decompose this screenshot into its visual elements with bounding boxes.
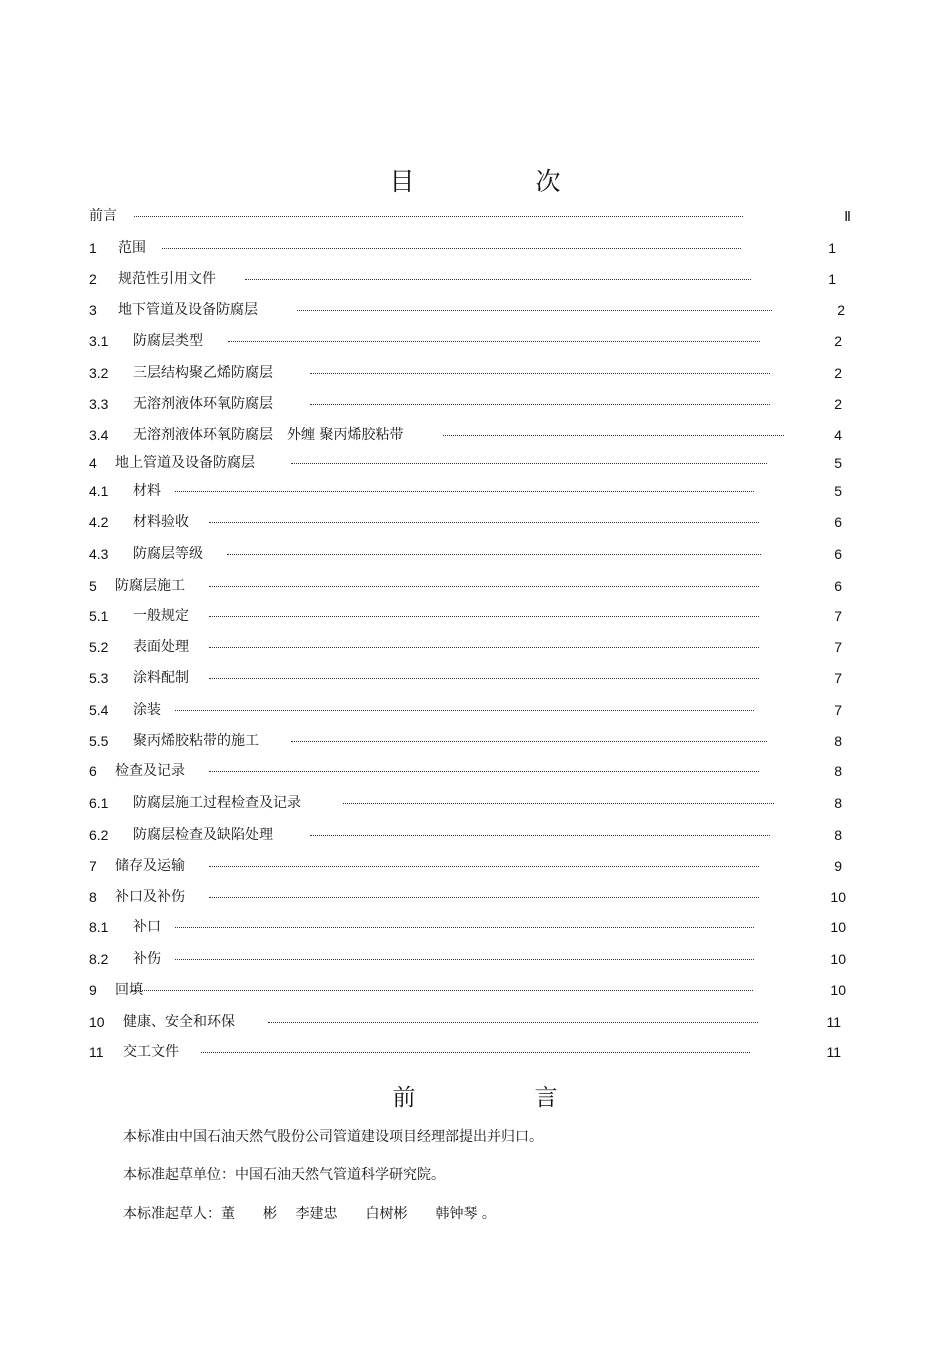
- toc-dot-leader: [209, 677, 759, 679]
- toc-dot-leader: [291, 740, 767, 742]
- toc-dot-leader: [209, 521, 759, 523]
- toc-entry-number: 3: [89, 302, 97, 318]
- toc-entry-label: 前言: [89, 208, 117, 224]
- toc-entry-page: 8: [834, 827, 842, 843]
- toc-entry[interactable]: [89, 668, 869, 688]
- toc-entry-label: 涂料配制: [133, 670, 189, 686]
- toc-title: 目 次: [389, 167, 609, 196]
- toc-entry[interactable]: [89, 793, 869, 813]
- toc-entry-page: 6: [834, 546, 842, 562]
- toc-dot-leader: [209, 896, 759, 898]
- toc-entry-page: 7: [834, 639, 842, 655]
- toc-entry-label: 防腐层施工过程检查及记录: [133, 795, 301, 811]
- toc-entry[interactable]: [89, 453, 869, 473]
- toc-entry[interactable]: [89, 731, 869, 751]
- toc-entry-page: Ⅱ: [844, 208, 851, 224]
- toc-entry-label: 储存及运输: [115, 858, 185, 874]
- toc-entry-number: 7: [89, 858, 97, 874]
- toc-entry-label: 健康、安全和环保: [123, 1014, 235, 1030]
- toc-entry-number: 5.1: [89, 608, 109, 624]
- toc-entry[interactable]: [89, 856, 869, 876]
- toc-entry-page: 1: [828, 271, 836, 287]
- toc-entry-label: 一般规定: [133, 608, 189, 624]
- toc-dot-leader: [175, 490, 754, 492]
- toc-entry[interactable]: [89, 331, 869, 351]
- toc-dot-leader: [209, 615, 759, 617]
- toc-entry[interactable]: [89, 481, 869, 501]
- toc-entry-label: 补口及补伤: [115, 889, 185, 905]
- toc-entry[interactable]: [89, 606, 869, 626]
- toc-entry-number: 5.4: [89, 702, 109, 718]
- toc-entry-page: 9: [834, 858, 842, 874]
- toc-entry-label: 防腐层等级: [133, 546, 203, 562]
- toc-dot-leader: [209, 770, 759, 772]
- toc-entry-number: 6: [89, 763, 97, 779]
- toc-entry[interactable]: [89, 269, 869, 289]
- toc-entry-label: 范围: [118, 240, 146, 256]
- toc-dot-leader: [209, 865, 759, 867]
- toc-entry-label: 补伤: [133, 951, 161, 967]
- toc-dot-leader: [175, 958, 754, 960]
- toc-entry-label: 回填: [115, 982, 143, 998]
- toc-entry-page: 8: [834, 733, 842, 749]
- toc-entry-label: 涂装: [133, 702, 161, 718]
- toc-entry-page: 7: [834, 702, 842, 718]
- toc-entry[interactable]: [89, 425, 869, 445]
- toc-entry-page: 10: [830, 919, 846, 935]
- toc-entry-number: 5.2: [89, 639, 109, 655]
- toc-entry-page: 5: [834, 483, 842, 499]
- toc-entry[interactable]: [89, 512, 869, 532]
- foreword-paragraph-proposer: 本标准由中国石油天然气股份公司管道建设项目经理部提出并归口。: [123, 1129, 543, 1145]
- toc-dot-leader: [310, 834, 770, 836]
- toc-entry-label: 材料验收: [133, 514, 189, 530]
- toc-entry-number: 2: [89, 271, 97, 287]
- toc-dot-leader: [175, 926, 754, 928]
- foreword-title: 前 言: [392, 1085, 606, 1111]
- toc-entry-number: 3.3: [89, 396, 109, 412]
- toc-dot-leader: [201, 1051, 750, 1053]
- toc-entry-label: 防腐层类型: [133, 333, 203, 349]
- toc-entry-page: 10: [830, 982, 846, 998]
- toc-entry-page: 7: [834, 670, 842, 686]
- toc-entry-number: 3.4: [89, 427, 109, 443]
- toc-entry-label: 聚丙烯胶粘带的施工: [133, 733, 259, 749]
- toc-dot-leader: [227, 553, 761, 555]
- toc-entry[interactable]: [89, 825, 869, 845]
- toc-dot-leader: [134, 215, 743, 217]
- foreword-paragraph-drafting-unit: 本标准起草单位：中国石油天然气管道科学研究院。: [123, 1167, 445, 1183]
- toc-entry-number: 10: [89, 1014, 105, 1030]
- toc-entry-number: 4: [89, 455, 97, 471]
- toc-dot-leader: [297, 309, 772, 311]
- toc-entry-number: 11: [89, 1044, 104, 1060]
- toc-entry[interactable]: [89, 576, 869, 596]
- toc-entry[interactable]: [89, 1012, 869, 1032]
- toc-entry-number: 4.1: [89, 483, 109, 499]
- toc-dot-leader: [209, 646, 759, 648]
- toc-entry[interactable]: [89, 887, 869, 907]
- toc-dot-leader: [175, 709, 754, 711]
- toc-entry-page: 10: [830, 889, 846, 905]
- toc-entry-number: 3.1: [89, 333, 109, 349]
- toc-dot-leader: [291, 462, 767, 464]
- toc-entry-page: 11: [826, 1044, 841, 1060]
- toc-entry[interactable]: [89, 980, 869, 1000]
- toc-entry-label: 地下管道及设备防腐层: [118, 302, 258, 318]
- toc-dot-leader: [343, 802, 774, 804]
- toc-dot-leader: [245, 278, 751, 280]
- toc-entry-page: 6: [834, 514, 842, 530]
- toc-dot-leader: [131, 989, 753, 991]
- toc-entry[interactable]: [89, 300, 869, 320]
- toc-entry-label: 无溶剂液体环氧防腐层: [133, 396, 273, 412]
- toc-entry-label: 交工文件: [123, 1044, 179, 1060]
- toc-entry-number: 6.1: [89, 795, 109, 811]
- toc-entry-number: 6.2: [89, 827, 109, 843]
- toc-entry-page: 10: [830, 951, 846, 967]
- toc-entry-label: 防腐层施工: [115, 578, 185, 594]
- toc-entry[interactable]: [89, 394, 869, 414]
- toc-entry-label: 检查及记录: [115, 763, 185, 779]
- toc-entry-label: 材料: [133, 483, 161, 499]
- toc-entry-page: 2: [837, 302, 845, 318]
- toc-entry-page: 2: [834, 365, 842, 381]
- toc-entry-page: 8: [834, 763, 842, 779]
- toc-entry-page: 2: [834, 396, 842, 412]
- toc-entry-number: 4.2: [89, 514, 109, 530]
- toc-entry-number: 1: [89, 240, 97, 256]
- toc-entry-page: 6: [834, 578, 842, 594]
- toc-entry-number: 8.2: [89, 951, 109, 967]
- toc-entry-label: 地上管道及设备防腐层: [115, 455, 255, 471]
- foreword-paragraph-drafters: 本标准起草人：董 彬 李建忠 白树彬 韩钟琴 。: [123, 1206, 496, 1222]
- toc-entry-number: 8.1: [89, 919, 109, 935]
- toc-entry-label: 防腐层检查及缺陷处理: [133, 827, 273, 843]
- toc-entry[interactable]: [89, 761, 869, 781]
- toc-entry[interactable]: [89, 637, 869, 657]
- toc-entry[interactable]: [89, 1042, 869, 1062]
- toc-entry-label: 补口: [133, 919, 161, 935]
- toc-entry[interactable]: [89, 238, 869, 258]
- toc-entry-page: 4: [834, 427, 842, 443]
- toc-entry-page: 11: [826, 1014, 841, 1030]
- toc-dot-leader: [228, 340, 760, 342]
- toc-entry-number: 5.3: [89, 670, 109, 686]
- toc-entry-label: 表面处理: [133, 639, 189, 655]
- toc-entry-page: 1: [828, 240, 836, 256]
- toc-dot-leader: [310, 403, 770, 405]
- toc-entry-label: 规范性引用文件: [118, 271, 216, 287]
- toc-entry-page: 8: [834, 795, 842, 811]
- toc-dot-leader: [443, 434, 784, 436]
- toc-entry-number: 5.5: [89, 733, 109, 749]
- toc-dot-leader: [162, 247, 741, 249]
- toc-entry-page: 5: [834, 455, 842, 471]
- toc-entry[interactable]: [89, 917, 869, 937]
- toc-entry[interactable]: [89, 363, 869, 383]
- toc-dot-leader: [268, 1021, 758, 1023]
- toc-entry-number: 8: [89, 889, 97, 905]
- toc-entry-page: 2: [834, 333, 842, 349]
- toc-entry-number: 3.2: [89, 365, 109, 381]
- toc-entry-page: 7: [834, 608, 842, 624]
- toc-entry-number: 9: [89, 982, 97, 998]
- toc-entry[interactable]: [89, 949, 869, 969]
- toc-entry[interactable]: [89, 700, 869, 720]
- toc-entry-number: 5: [89, 578, 97, 594]
- toc-dot-leader: [310, 372, 770, 374]
- toc-entry-label: 无溶剂液体环氧防腐层 外缠 聚丙烯胶粘带: [133, 427, 404, 443]
- toc-entry-label: 三层结构聚乙烯防腐层: [133, 365, 273, 381]
- toc-entry[interactable]: [89, 206, 869, 226]
- toc-entry-number: 4.3: [89, 546, 109, 562]
- toc-entry[interactable]: [89, 544, 869, 564]
- toc-dot-leader: [209, 585, 759, 587]
